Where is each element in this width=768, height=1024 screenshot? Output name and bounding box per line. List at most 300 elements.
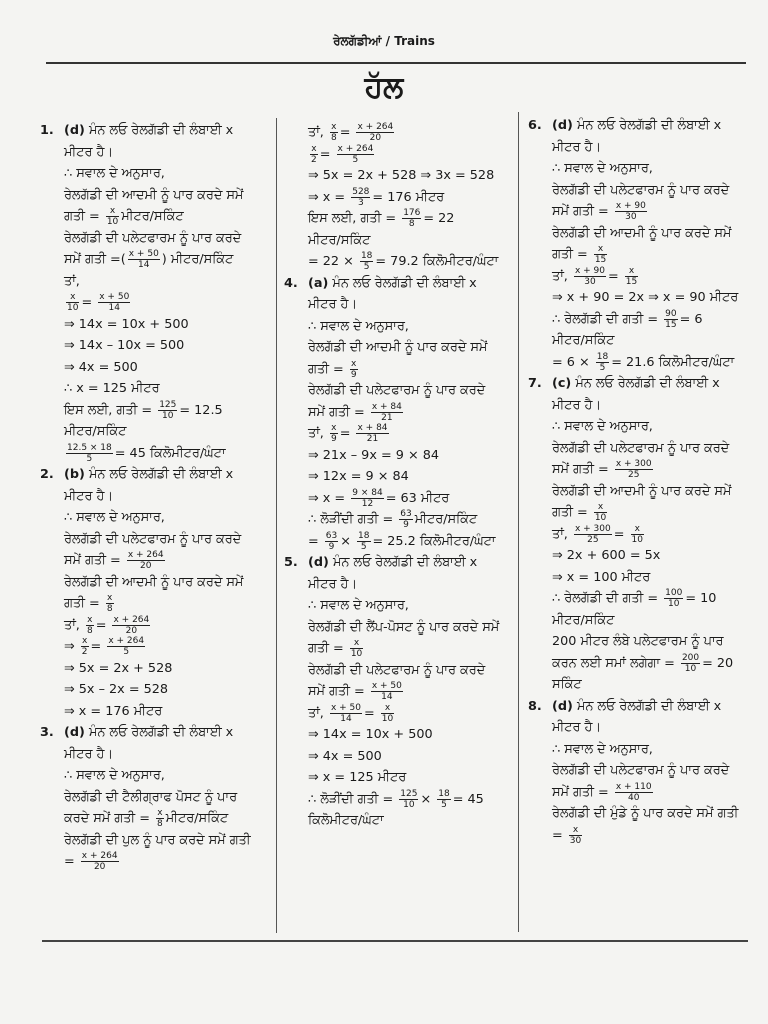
line-text: ਮੀਟਰ ਹੈ। xyxy=(64,144,113,160)
fraction xyxy=(156,808,164,829)
solution-line xyxy=(40,572,272,594)
fraction xyxy=(399,789,418,810)
line-text: ਗਤੀ = xyxy=(64,209,104,224)
fraction xyxy=(596,352,609,373)
numerator: x xyxy=(351,358,357,369)
solution-line xyxy=(40,249,272,271)
fraction xyxy=(681,653,700,674)
line-text: = 25.2 ਕਿਲੋਮੀਟਰ/ਘੰਟਾ xyxy=(372,533,496,549)
column-divider xyxy=(276,118,277,933)
denominator: 14 xyxy=(138,260,150,270)
numerator: x + 84 xyxy=(357,423,388,433)
line-text: = xyxy=(613,526,629,542)
solutions-column-2 xyxy=(284,122,516,832)
line-text: ਮੀਟਰ/ਸਕਿੰਟ xyxy=(64,424,127,439)
denominator: 8 xyxy=(106,604,113,614)
solution-line xyxy=(40,400,272,422)
fraction xyxy=(107,636,145,657)
numerator: x xyxy=(381,703,394,714)
line-text: = xyxy=(552,827,567,843)
line-text: ਮੀਟਰ ਹੈ। xyxy=(552,720,601,735)
denominator: 10 xyxy=(350,649,363,659)
solutions-column-3 xyxy=(528,115,752,846)
solution-line xyxy=(284,122,516,144)
numerator: 176 xyxy=(403,208,421,218)
denominator: 5 xyxy=(123,647,130,657)
fraction xyxy=(98,292,130,313)
denominator: 12 xyxy=(361,498,374,509)
line-text: ਮੀਟਰ ਹੈ। xyxy=(64,488,113,504)
numerator: x + 50 xyxy=(99,292,130,302)
denominator: 15 xyxy=(625,276,638,287)
line-text: = 6 xyxy=(679,311,703,327)
line-text: × xyxy=(340,533,356,549)
solution-line xyxy=(528,545,752,567)
solution-line xyxy=(284,488,516,510)
denominator: 5 xyxy=(441,799,447,810)
solution-line xyxy=(528,760,752,782)
line-text: ∴ ਸਵਾਲ ਦੇ ਅਨੁਸਾਰ, xyxy=(64,166,165,181)
solution-line xyxy=(40,830,272,852)
line-text: ∴ ਸਵਾਲ ਦੇ ਅਨੁਸਾਰ, xyxy=(308,318,409,334)
solution-line xyxy=(528,502,752,524)
line-text: ⇒ x = xyxy=(308,189,350,205)
fraction xyxy=(631,524,644,545)
line-text: = 45 xyxy=(452,791,484,807)
fraction xyxy=(381,703,394,724)
denominator: 9 xyxy=(403,520,409,530)
line-text: ਤਾਂ, xyxy=(308,705,328,721)
line-text: ਸਮੇਂ ਗਤੀ = xyxy=(64,553,125,568)
solution-line xyxy=(284,445,516,467)
line-text: ਰੇਲਗੱਡੀ ਦੀ ਮੁੰਡੇ ਨੂੰ ਪਾਰ ਕਰਦੇ ਸਮੇਂ ਗਤੀ xyxy=(552,806,739,821)
numerator: 100 xyxy=(665,588,683,598)
line-text: ⇒ 12x = 9 × 84 xyxy=(308,469,409,484)
fraction xyxy=(371,402,403,423)
solution-line xyxy=(284,294,516,316)
header-rule xyxy=(46,62,746,64)
line-text: ਮੰਨ ਲਓ ਰੇਲਗੱਡੀ ਦੀ ਲੰਬਾਈ x xyxy=(88,725,234,740)
denominator: 30 xyxy=(569,835,582,846)
fraction xyxy=(574,524,612,545)
denominator: 8 xyxy=(330,133,337,143)
denominator: 10 xyxy=(403,799,415,810)
line-text: ਮੰਨ ਲਓ ਰੇਲਗੱਡੀ ਦੀ ਲੰਬਾਈ x xyxy=(332,555,478,570)
question-heading xyxy=(528,115,752,137)
solution-line xyxy=(284,144,516,166)
answer-option: (d) xyxy=(64,725,85,740)
fraction xyxy=(66,292,79,313)
solution-line xyxy=(284,402,516,424)
numerator: x xyxy=(569,825,582,836)
line-text: = 10 xyxy=(685,591,717,606)
solution-line xyxy=(40,142,272,164)
solution-line xyxy=(40,765,272,787)
line-text: ਸਮੇਂ ਗਤੀ = xyxy=(308,404,369,420)
question-number: 8. xyxy=(528,698,542,714)
question-heading xyxy=(40,120,272,142)
line-text: ਸਕਿੰਟ xyxy=(552,677,582,692)
solution-line xyxy=(40,507,272,529)
fraction xyxy=(399,509,412,530)
numerator: x xyxy=(594,244,607,255)
solution-line xyxy=(528,524,752,546)
solution-line xyxy=(40,185,272,207)
answer-option: (c) xyxy=(552,376,572,391)
line-text: ਰੇਲਗੱਡੀ ਦੀ ਪਲੇਟਫਾਰਮ ਨੂੰ ਪਾਰ ਕਰਦੇ xyxy=(552,440,730,456)
numerator: 9 × 84 xyxy=(352,487,383,498)
line-text: ਕਰਦੇ ਸਮੇਂ ਗਤੀ = xyxy=(64,811,155,826)
numerator: 125 xyxy=(400,788,418,799)
denominator: 8 xyxy=(157,819,163,829)
solution-line xyxy=(284,509,516,531)
solution-line xyxy=(40,593,272,615)
solution-line xyxy=(40,443,272,465)
solution-line xyxy=(40,529,272,551)
solution-line xyxy=(40,615,272,637)
line-text: ∴ ਸਵਾਲ ਦੇ ਅਨੁਸਾਰ, xyxy=(552,161,653,176)
fraction xyxy=(615,201,647,222)
line-text: ∴ ਸਵਾਲ ਦੇ ਅਨੁਸਾਰ, xyxy=(552,419,653,434)
solution-line xyxy=(528,717,752,739)
solution-line xyxy=(40,701,272,723)
fraction xyxy=(664,309,677,330)
fraction xyxy=(106,206,119,227)
solution-line xyxy=(528,459,752,481)
denominator: 21 xyxy=(381,412,393,423)
numerator: 18 xyxy=(360,251,373,261)
answer-option: (d) xyxy=(552,698,573,714)
numerator: x + 264 xyxy=(113,614,150,625)
denominator: 10 xyxy=(594,513,607,523)
denominator: 9 xyxy=(328,541,335,552)
numerator: x xyxy=(350,638,363,649)
solution-line xyxy=(284,789,516,811)
solution-line xyxy=(528,631,752,653)
line-text: ਰੇਲਗੱਡੀ ਦੀ ਆਦਮੀ ਨੂੰ ਪਾਰ ਕਰਦੇ ਸਮੇਂ xyxy=(552,225,732,241)
solution-line xyxy=(40,378,272,400)
fraction xyxy=(350,359,358,380)
line-text: = 22 xyxy=(423,211,455,226)
line-text: ਰੇਲਗੱਡੀ ਦੀ ਟੈਲੀਗ੍ਰਾਫ ਪੋਸਟ ਨੂੰ ਪਾਰ xyxy=(64,789,238,805)
denominator: 14 xyxy=(108,303,120,313)
solution-line xyxy=(528,674,752,696)
line-text: = xyxy=(339,125,355,140)
numerator: x xyxy=(66,292,79,303)
numerator: x xyxy=(331,423,337,433)
fraction xyxy=(158,400,177,421)
line-text: ⇒ 2x + 600 = 5x xyxy=(552,548,661,563)
numerator: 18 xyxy=(438,788,450,799)
numerator: x + 264 xyxy=(81,851,118,861)
denominator: 5 xyxy=(86,453,93,464)
solution-line xyxy=(528,287,752,309)
solution-line xyxy=(40,851,272,873)
line-text: ⇒ x = 100 ਮੀਟਰ xyxy=(552,569,651,585)
line-text: ਮੀਟਰ ਹੈ। xyxy=(308,576,357,592)
line-text: ਮੰਨ ਲਓ ਰੇਲਗੱਡੀ ਦੀ ਲੰਬਾਈ x xyxy=(88,467,234,482)
line-text: ਤਾਂ, xyxy=(64,617,84,633)
answer-option: (d) xyxy=(308,555,329,570)
solution-line xyxy=(284,574,516,596)
line-text: ⇒ 4x = 500 xyxy=(308,748,382,764)
denominator: 8 xyxy=(86,625,93,636)
line-text: ਮੀਟਰ/ਸਕਿੰਟ xyxy=(552,612,615,628)
denominator: 9 xyxy=(330,434,337,444)
line-text: ਮੀਟਰ/ਸਕਿੰਟ xyxy=(552,333,615,348)
solutions-column-1 xyxy=(40,120,272,873)
solution-line xyxy=(40,228,272,250)
solution-line xyxy=(40,206,272,228)
denominator: 20 xyxy=(369,133,382,143)
line-text: 200 ਮੀਟਰ ਲੰਬੇ ਪਲੇਟਫਾਰਮ ਨੂੰ ਪਾਰ xyxy=(552,634,724,649)
denominator: 25 xyxy=(627,470,640,480)
line-text: ਮੀਟਰ ਹੈ। xyxy=(308,297,357,312)
fraction xyxy=(569,825,582,846)
solution-line xyxy=(284,724,516,746)
numerator: 200 xyxy=(681,652,700,663)
column-divider xyxy=(518,112,519,932)
line-text: ਮੀਟਰ ਹੈ। xyxy=(552,139,601,155)
solution-line xyxy=(284,316,516,338)
solution-line xyxy=(284,531,516,553)
line-text: ਰੇਲਗੱਡੀ ਦੀ ਪਲੇਟਫਾਰਮ ਨੂੰ ਪਾਰ ਕਰਦੇ xyxy=(552,182,730,198)
denominator: 10 xyxy=(631,534,643,545)
line-text: ⇒ x = 125 ਮੀਟਰ xyxy=(308,770,407,785)
solution-line xyxy=(40,357,272,379)
fraction xyxy=(330,122,338,143)
denominator: 5 xyxy=(360,541,367,552)
solution-line xyxy=(40,787,272,809)
numerator: x + 264 xyxy=(127,550,164,560)
line-text: ਤਾਂ, xyxy=(308,426,328,441)
line-text: ਰੇਲਗੱਡੀ ਦੀ ਆਦਮੀ ਨੂੰ ਪਾਰ ਕਰਦੇ ਸਮੇਂ xyxy=(64,187,244,203)
question-number: 1. xyxy=(40,123,54,138)
solution-line xyxy=(284,165,516,187)
numerator: x xyxy=(87,614,93,625)
denominator: 20 xyxy=(139,561,152,571)
line-text: ∴ ਰੇਲਗੱਡੀ ਦੀ ਗਤੀ = xyxy=(552,591,663,606)
numerator: 63 xyxy=(325,530,338,541)
line-text: = 22 × xyxy=(308,254,358,269)
denominator: 30 xyxy=(625,212,637,222)
numerator: x + 90 xyxy=(615,201,646,211)
line-text: ਮੰਨ ਲਓ ਰੇਲਗੱਡੀ ਦੀ ਲੰਬਾਈ x xyxy=(576,698,722,714)
solution-line xyxy=(284,638,516,660)
line-text: ⇒ 14x = 10x + 500 xyxy=(308,727,433,742)
line-text: ⇒ 5x = 2x + 528 xyxy=(64,660,173,676)
solution-line xyxy=(284,359,516,381)
line-text: = xyxy=(81,295,97,310)
fraction xyxy=(128,249,160,270)
numerator: 18 xyxy=(358,530,370,541)
line-text: = xyxy=(339,426,355,441)
solution-line xyxy=(528,223,752,245)
numerator: x xyxy=(82,636,88,646)
solution-line xyxy=(528,395,752,417)
denominator: 10 xyxy=(381,713,394,724)
fraction xyxy=(310,144,318,165)
line-text: ਕਰਨ ਲਈ ਸਮਾਂ ਲਗੇਗਾ = xyxy=(552,655,679,671)
line-text: ⇒ 5x = 2x + 528 ⇒ 3x = 528 xyxy=(308,168,495,183)
fraction xyxy=(81,636,89,657)
fraction xyxy=(594,244,607,265)
solution-line xyxy=(528,588,752,610)
fraction xyxy=(357,531,370,552)
line-text: ਮੀਟਰ/ਸਕਿੰਟ xyxy=(308,232,371,248)
line-text: ⇒ 14x = 10x + 500 xyxy=(64,316,189,332)
solution-line xyxy=(528,825,752,847)
answer-option: (a) xyxy=(308,275,329,291)
line-text: ਰੇਲਗੱਡੀ ਦੀ ਪਲੇਟਫਾਰਮ ਨੂੰ ਪਾਰ ਕਰਦੇ xyxy=(308,383,486,398)
line-text: ਤਾਂ, xyxy=(552,268,572,284)
line-text: ਗਤੀ = xyxy=(552,505,592,520)
fraction xyxy=(371,681,403,702)
numerator: 90 xyxy=(665,308,677,319)
denominator: 5 xyxy=(363,262,370,272)
fraction xyxy=(66,443,113,464)
denominator: 5 xyxy=(352,154,359,165)
solution-line xyxy=(528,309,752,331)
line-text: ਮੰਨ ਲਓ ਰੇਲਗੱਡੀ ਦੀ ਲੰਬਾਈ x xyxy=(88,123,234,138)
line-text: ਰੇਲਗੱਡੀ ਦੀ ਆਦਮੀ ਨੂੰ ਪਾਰ ਕਰਦੇ ਸਮੇਂ xyxy=(64,574,244,590)
numerator: x xyxy=(157,808,163,818)
line-text: ਰੇਲਗੱਡੀ ਦੀ ਪਲੇਟਫਾਰਮ ਨੂੰ ਪਾਰ ਕਰਦੇ xyxy=(308,662,486,678)
line-text: ਮੀਟਰ ਹੈ। xyxy=(552,397,601,413)
line-text: ⇒ 21x – 9x = 9 × 84 xyxy=(308,447,440,463)
line-text: ਸਮੇਂ ਗਤੀ = xyxy=(552,784,613,800)
line-text: ਰੇਲਗੱਡੀ ਦੀ ਪਲੇਟਫਾਰਮ ਨੂੰ ਪਾਰ ਕਰਦੇ xyxy=(64,531,242,547)
numerator: x + 264 xyxy=(357,122,394,132)
fraction xyxy=(325,531,338,552)
question-heading xyxy=(528,696,752,718)
line-text: ⇒ x = xyxy=(308,490,350,506)
solution-line xyxy=(528,438,752,460)
line-text: ਰੇਲਗੱਡੀ ਦੀ ਲੈਂਪ-ਪੋਸਟ ਨੂੰ ਪਾਰ ਕਰਦੇ ਸਮੇਂ xyxy=(308,619,500,635)
solution-line xyxy=(40,550,272,572)
line-text: ਰੇਲਗੱਡੀ ਦੀ ਪੁਲ ਨੂੰ ਪਾਰ ਕਰਦੇ ਸਮੇਂ ਗਤੀ xyxy=(64,832,251,848)
line-text: = 20 xyxy=(702,655,734,671)
question-number: 7. xyxy=(528,376,542,391)
numerator: x xyxy=(631,524,644,535)
line-text: ∴ ਸਵਾਲ ਦੇ ਅਨੁਸਾਰ, xyxy=(64,768,165,783)
numerator: x + 50 xyxy=(128,249,159,259)
question-heading xyxy=(40,464,272,486)
fraction xyxy=(351,488,383,509)
line-text: ਇਸ ਲਈ, ਗਤੀ = xyxy=(64,402,157,418)
solution-line xyxy=(40,292,272,314)
line-text: = xyxy=(90,639,106,654)
fraction xyxy=(337,144,375,165)
denominator: 10 xyxy=(162,410,174,421)
numerator: x xyxy=(625,266,638,277)
question-number: 6. xyxy=(528,118,542,133)
fraction xyxy=(330,423,338,444)
solution-line xyxy=(528,481,752,503)
solution-line xyxy=(40,335,272,357)
denominator: 20 xyxy=(93,862,106,872)
line-text: ਮੀਟਰ/ਸਕਿੰਟ xyxy=(121,209,184,224)
question-number: 3. xyxy=(40,725,54,740)
line-text: ∴ ਲੋੜੀਂਦੀ ਗਤੀ = xyxy=(308,512,398,527)
question-number: 4. xyxy=(284,275,298,291)
denominator: 10 xyxy=(67,303,79,313)
solution-line xyxy=(284,681,516,703)
solution-line xyxy=(528,330,752,352)
solution-line xyxy=(40,486,272,508)
line-text: ਗਤੀ = xyxy=(64,596,104,611)
question-heading xyxy=(284,552,516,574)
denominator: 5 xyxy=(599,362,606,373)
page-title: ਹੱਲ xyxy=(364,70,404,105)
fraction xyxy=(330,703,362,724)
solution-line xyxy=(528,803,752,825)
solution-line xyxy=(40,679,272,701)
line-text: = xyxy=(364,705,379,721)
fraction xyxy=(106,593,114,614)
numerator: x xyxy=(331,122,337,132)
line-text: ⇒ xyxy=(64,639,79,654)
line-text: ਸਮੇਂ ਗਤੀ =( xyxy=(64,252,126,267)
line-text: ∴ ਲੋੜੀਂਦੀ ਗਤੀ = xyxy=(308,791,398,807)
fraction xyxy=(664,588,683,609)
numerator: 12.5 × 18 xyxy=(67,442,112,453)
line-text: = 45 ਕਿਲੋਮੀਟਰ/ਘੰਟਾ xyxy=(114,445,226,461)
footer-rule xyxy=(42,940,748,942)
denominator: 10 xyxy=(106,217,119,227)
solution-line xyxy=(40,271,272,293)
solution-line xyxy=(528,201,752,223)
line-text: ਮੰਨ ਲਓ ਰੇਲਗੱਡੀ ਦੀ ਲੰਬਾਈ x xyxy=(576,118,722,133)
question-heading xyxy=(284,273,516,295)
solution-line xyxy=(528,180,752,202)
denominator: 9 xyxy=(350,369,357,380)
denominator: 21 xyxy=(366,434,379,444)
numerator: x xyxy=(594,502,607,513)
denominator: 15 xyxy=(594,255,607,265)
line-text: ਮੰਨ ਲਓ ਰੇਲਗੱਡੀ ਦੀ ਲੰਬਾਈ x xyxy=(575,376,720,391)
solution-line xyxy=(528,416,752,438)
line-text: = xyxy=(319,146,335,162)
line-text: ⇒ 4x = 500 xyxy=(64,359,138,375)
line-text: ⇒ 14x – 10x = 500 xyxy=(64,338,185,353)
numerator: x + 90 xyxy=(574,265,605,276)
line-text: ਗਤੀ = xyxy=(308,641,348,656)
fraction xyxy=(574,266,606,287)
numerator: x + 84 xyxy=(371,401,402,412)
numerator: x + 110 xyxy=(615,781,652,792)
solution-line xyxy=(528,137,752,159)
numerator: 528 xyxy=(352,186,370,197)
solution-line xyxy=(40,636,272,658)
line-text: ਤਾਂ, xyxy=(308,125,328,140)
line-text: × xyxy=(420,791,436,807)
solution-line xyxy=(528,352,752,374)
line-text: = xyxy=(608,268,623,284)
solution-line xyxy=(40,808,272,830)
solution-line xyxy=(40,658,272,680)
solution-line xyxy=(528,244,752,266)
line-text: ਸਮੇਂ ਗਤੀ = xyxy=(552,204,613,219)
line-text: = 176 ਮੀਟਰ xyxy=(372,189,445,205)
numerator: x + 300 xyxy=(615,459,652,469)
line-text: = 63 ਮੀਟਰ xyxy=(385,490,450,506)
numerator: 125 xyxy=(159,399,177,410)
fraction xyxy=(360,251,373,272)
line-text: ∴ x = 125 ਮੀਟਰ xyxy=(64,381,160,396)
solution-line xyxy=(284,466,516,488)
line-text: ਗਤੀ = xyxy=(308,361,348,377)
